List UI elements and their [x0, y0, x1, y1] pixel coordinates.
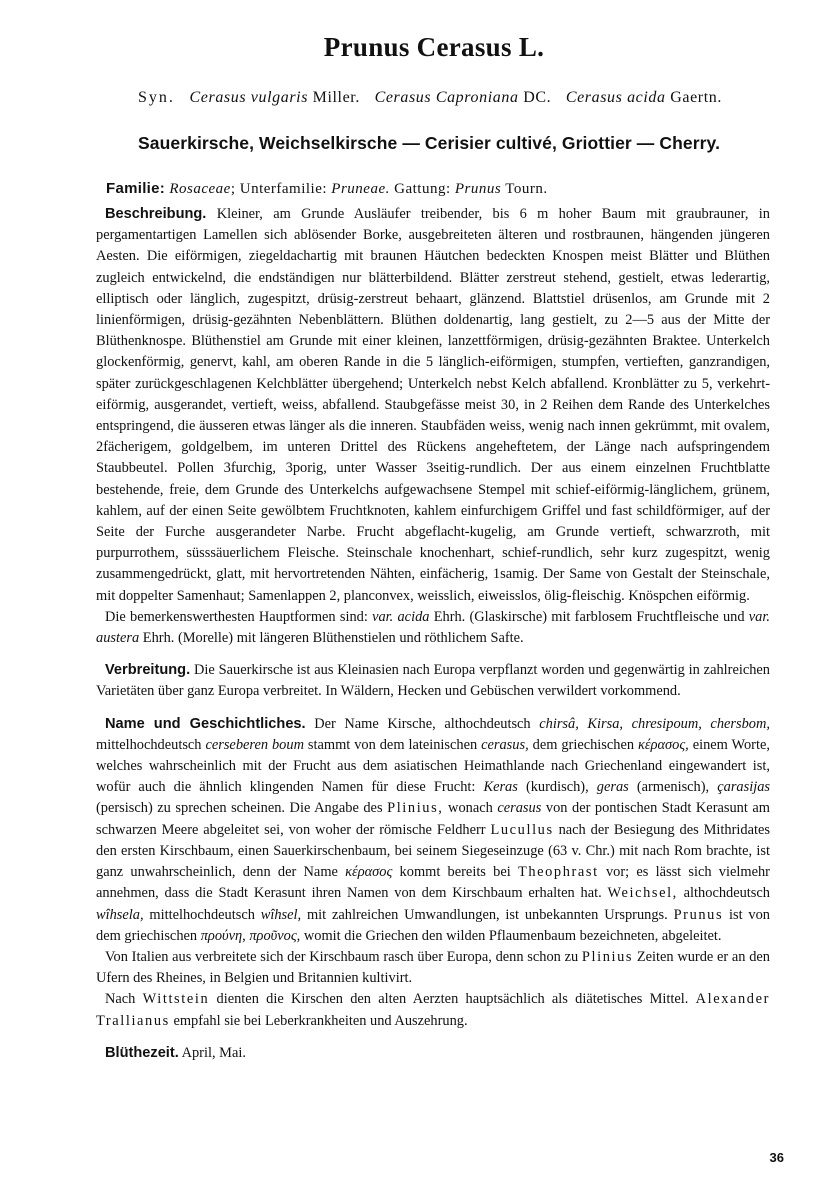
geschichte-text: althochdeutsch [683, 885, 770, 902]
geschichte-text: einem Worte, welches wahrscheinlich mit der Frucht aus dem asiatischen Heimathlande nach Griechenland eingewandert ist, wofür auch die ähnlich klingenden Namen für diese Frucht: [96, 736, 770, 796]
word-italic: wîhsela, [96, 906, 144, 923]
geschichte-text: vor; es lässt sich vielmehr annehmen, dass die Stadt Kerasunt ihren Namen von dem Kirschbaum erhalten hat. [96, 864, 770, 902]
variety-austera: var. austera [96, 608, 770, 647]
bluethezeit-text: April, Mai. [181, 1044, 246, 1061]
geschichte-text: nach der Besiegung des Mithridates den ersten Kirschbaum, einen Sauerkirschenbaum, bei seinem Siegeseinzuge (63 v. Chr.) mit nach Rom brachte, ist ganz unwahrscheinlich, denn der Name [96, 821, 770, 881]
bluethezeit-heading: Blüthezeit. [105, 1044, 179, 1061]
geschichte-text: mit zahlreichen Umwandlungen, ist unbekannten Ursprungs. [306, 906, 668, 923]
hauptformen-paragraph [96, 607, 770, 649]
bluethezeit-paragraph [96, 1043, 770, 1064]
word-italic: Keras [483, 779, 518, 796]
geschichte-text: ist von dem griechischen [96, 906, 770, 944]
synonym-1-name: Cerasus vulgaris [189, 89, 309, 106]
word-italic: wîhsel, [260, 906, 302, 923]
wittstein-paragraph [96, 989, 770, 1031]
geschichte-text: stammt von dem lateinischen [307, 736, 478, 753]
word-greek: κέρασος [345, 864, 393, 881]
geschichte-text: Nach [105, 991, 136, 1008]
geschichte-text: empfahl sie bei Leberkrankheiten und Auszehrung. [173, 1012, 468, 1029]
person-name: Plinius, [387, 800, 444, 817]
beschreibung-paragraph [96, 204, 770, 607]
geschichte-text: womit die Griechen den wilden Pflaumenbaum bezeichneten, abgeleitet. [303, 927, 722, 944]
geschichte-text: mittelhochdeutsch [96, 736, 202, 753]
beschreibung-text: Kleiner, am Grunde Ausläufer treibender, bis 6 m hoher Baum mit graubrauner, in pergamentartigen Lamellen sich ablösender Borke, ausgebreiteten älteren und rostbraunen, hängenden jüngeren Aesten. Die eiförmigen, ziegeldachartig mit braunen Häutchen bedeckten Knospen meist Blätter und Blüthen zugleich entwickelnd, die endständigen nur blätterbildend. Blätter zerstreut stehend, gestielt, etwas lederartig, elliptisch oder länglich, zugespitzt, drüsig-zerstreut behaart, glänzend. Blattstiel drüsenlos, am Grunde mit 2 linienförmigen, drüsig-gezähnten Nebenblättern. Blüthen doldenartig, lang gestielt, zu 2—5 aus der Mitte der Blüthenknospe. Blüthenstiel am Grunde mit einer kleinen, lanzettförmigen, drüsig-gezähnten Braktee. Unterkelch glockenförmig, genervt, kahl, am oberen Rande in die 5 länglich-eiförmigen, stumpfen, vertieften, ganzrandigen, später zurückgeschlagenen Kelchblätter übergehend; Unterkelch nebst Kelch abfallend. Kronblätter zu 5, verkehrt-eiförmig, ausgerandet, vertieft, weiss, abfallend. Staubgefässe meist 30, in 2 Reihen dem Rande des Unterkelches entspringend, die äusseren etwas länger als die inneren. Staubfäden weiss, wenig nach innen gekrümmt, mit ovalem, 2fächerigem, goldgelbem, im unteren Drittel des Rückens angeheftetem, der Länge nach aufspringendem Staubbeutel. Pollen 3furchig, 3porig, unter Wasser 3seitig-rundlich. Der aus einem einzelnen Fruchtblatte bestehende, freie, dem Grunde des Unterkelchs aufgewachsene Stempel mit schief-eiförmig-länglichem, grünem, kahlem, auf der einen Seite gewölbtem Fruchtknoten, kahlem einfurchigem Griffel und fast schildförmiger, auf der Seite der Furche ausgerandeter Narbe. Frucht abgeflacht-kugelig, am Grunde vertieft, schwarzroth, mit purpurrothem, süsssäuerlichem Fleische. Steinschale knochenhart, schief-rundlich, sehr kurz zugespitzt, wenig zusammengedrückt, glatt, mit hervortretenden Nähten, einfächerig, 1samig. Der Same von Gestalt der Steinschale, mit doppelter Samenhaut; Samenlappen 2, planconvex, weisslich, eiweisslos, ölig-fleischig. Knöspchen eiförmig. [96, 206, 770, 604]
page-title: Prunus Cerasus L. [323, 32, 545, 62]
geschichte-text: kommt bereits bei [399, 864, 511, 881]
verbreitung-heading: Verbreitung. [105, 662, 191, 679]
synonym-3-author: Gaertn. [670, 89, 722, 106]
genus-author: Tourn. [505, 181, 548, 197]
document-body [96, 204, 770, 1064]
synonyms-label-text: Syn. [138, 89, 175, 106]
page-number: 36 [769, 1150, 784, 1165]
word-greek: προύνη, προῦνος, [200, 927, 301, 944]
word-italic: cerasus [497, 800, 542, 817]
spaced-term: Prunus [673, 906, 724, 923]
synonym-3-name: Cerasus acida [565, 89, 666, 106]
person-name: Plinius [581, 948, 634, 965]
geschichte-text: von der pontischen Stadt Kerasunt am schwarzen Meere abgeleitet sei, von woher der römische Feldherr [96, 800, 770, 838]
verbreitung-paragraph [96, 660, 770, 702]
subfamily-label: ; Unterfamilie: [230, 181, 328, 197]
hauptformen-intro: Die bemerkenswerthesten Hauptformen sind: [105, 608, 368, 625]
geschichte-text: (kurdisch), [525, 779, 589, 796]
word-italic: geras [596, 779, 629, 796]
geschichte-paragraph [96, 714, 770, 947]
beschreibung-heading: Beschreibung. [105, 206, 207, 222]
geschichte-text: (persisch) zu sprechen scheinen. Die Angabe des [96, 800, 383, 817]
geschichte-text: Der Name Kirsche, althochdeutsch [314, 715, 531, 732]
geschichte-heading: Name und Geschichtliches. [105, 715, 306, 732]
word-italic: cerasus, [481, 736, 529, 753]
variety-austera-text: Ehrh. (Morelle) mit längeren Blüthenstielen und röthlichem Safte. [142, 630, 524, 647]
person-name: Theophrast [517, 864, 599, 881]
word-italic: cerseberen boum [205, 736, 304, 753]
genus-name: Prunus [454, 181, 502, 197]
word-italic: chirsâ, Kirsa, chresipoum, chersbom, [539, 715, 770, 732]
genus-label: Gattung: [394, 181, 451, 197]
person-name: Lucullus [490, 821, 554, 838]
person-name: Alexander Trallianus [96, 991, 770, 1029]
spaced-term: Weichsel, [607, 885, 678, 902]
subfamily-name: Pruneae. [331, 181, 390, 197]
geschichte-text: Zeiten wurde er an den Ufern des Rheines, in Belgien und Britannien kultivirt. [96, 948, 770, 987]
geschichte-text: Von Italien aus verbreitete sich der Kirschbaum rasch über Europa, denn schon zu [105, 948, 579, 965]
geschichte-text: dem griechischen [532, 736, 635, 753]
common-names: Sauerkirsche, Weichselkirsche — Cerisier cultivé, Griottier — Cherry. [137, 133, 721, 153]
family-name: Rosaceae [169, 181, 231, 197]
variety-acida-text: Ehrh. (Glaskirsche) mit farblosem Fruchtfleische und [433, 608, 745, 625]
geschichte-text: (armenisch), [636, 779, 710, 796]
word-italic: çarasijas [717, 779, 771, 796]
word-greek: κέρασος, [638, 736, 689, 753]
person-name: Wittstein [142, 991, 210, 1008]
variety-acida: var. acida [372, 608, 430, 625]
familie-label: Familie: [106, 180, 166, 197]
classification-line [106, 180, 770, 198]
italien-paragraph [96, 947, 770, 989]
geschichte-text: wonach [448, 800, 493, 817]
verbreitung-text: Die Sauerkirsche ist aus Kleinasien nach Europa verpflanzt worden und gegenwärtig in zahlreichen Varietäten über ganz Europa verbreitet. In Wäldern, Hecken und Gebüschen verwildert vorkommend. [96, 662, 770, 700]
synonym-2-author: DC. [523, 89, 552, 106]
geschichte-text: mittelhochdeutsch [149, 906, 255, 923]
synonyms-line [90, 89, 770, 107]
synonym-2-name: Cerasus Caproniana [374, 89, 519, 106]
synonym-1-author: Miller. [312, 89, 360, 106]
geschichte-text: dienten die Kirschen den alten Aerzten hauptsächlich als diätetisches Mittel. [216, 991, 689, 1008]
